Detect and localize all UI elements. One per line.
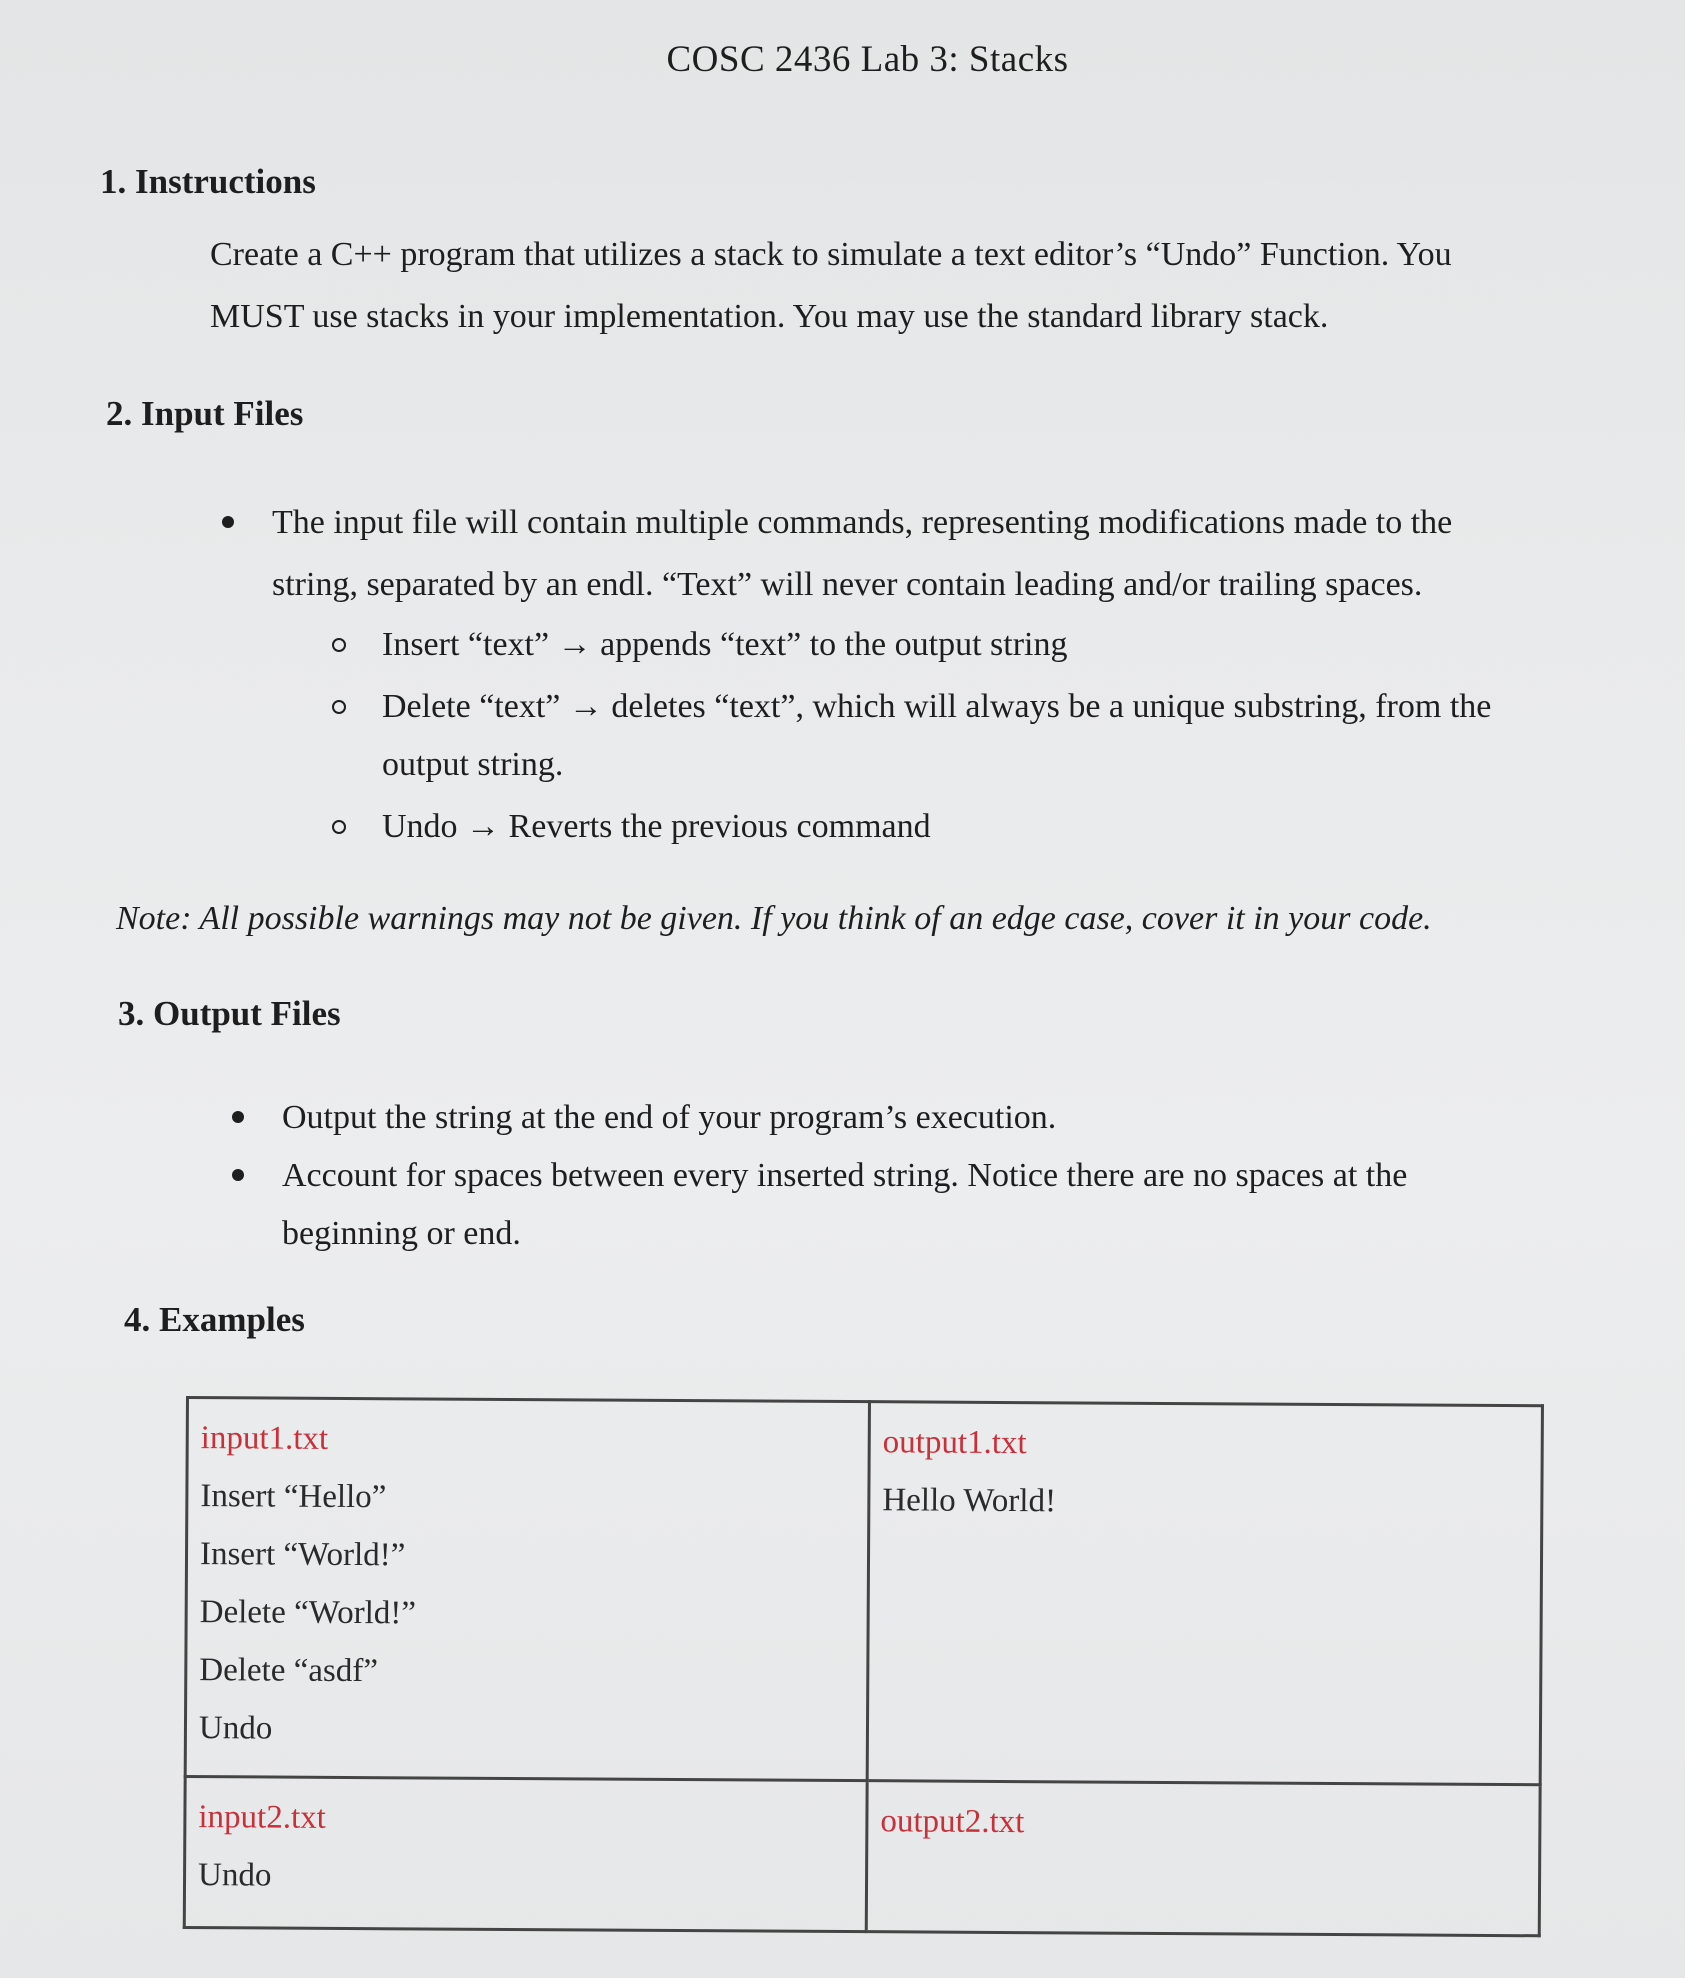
table-row — [184, 1777, 1540, 1936]
output-bullet-1: Output the string at the end of your program’s execution. — [282, 1089, 1407, 1147]
output-cell — [866, 1781, 1540, 1936]
command-insert: Insert “text” → appends “text” to the output string — [382, 616, 1491, 674]
input-line: Delete “asdf” — [199, 1652, 379, 1690]
instructions-line-2: MUST use stacks in your implementation. You may use the standard library stack. — [210, 298, 1329, 335]
input-bullet-1-continued: string, separated by an endl. “Text” will never contain leading and/or trailing spaces. — [272, 566, 1423, 603]
output-filename: output2.txt — [880, 1803, 1025, 1841]
output-line: Hello World! — [882, 1482, 1057, 1520]
input-line: Undo — [198, 1710, 273, 1747]
command-delete: Delete “text” → deletes “text”, which will always be a unique substring, from the — [382, 678, 1491, 736]
output-files-bullets — [282, 1089, 1407, 1263]
input-cell — [185, 1398, 869, 1781]
output-bullet-2-continued: beginning or end. — [282, 1215, 521, 1252]
bullet-dot-icon — [222, 516, 234, 528]
input-files-heading: 2. Input Files — [106, 394, 304, 433]
bullet-dot-icon — [232, 1111, 244, 1123]
command-list — [382, 616, 1491, 856]
input-filename: input1.txt — [200, 1420, 329, 1457]
input-bullet-1: The input file will contain multiple commands, representing modifications made to the — [272, 494, 1452, 552]
input-line: Insert “World!” — [199, 1536, 406, 1574]
bullet-dot-icon — [232, 1169, 244, 1181]
output-filename: output1.txt — [882, 1424, 1027, 1462]
output-files-heading: 3. Output Files — [118, 994, 341, 1033]
note-text: Note: All possible warnings may not be given. If you think of an edge case, cover it in your code. — [116, 900, 1432, 937]
output-bullet-2: Account for spaces between every inserted string. Notice there are no spaces at the — [282, 1147, 1407, 1205]
bullet-ring-icon — [332, 820, 346, 834]
instructions-line-1: Create a C++ program that utilizes a stack to simulate a text editor’s “Undo” Function. You — [210, 236, 1452, 273]
input-cell — [184, 1777, 867, 1932]
bullet-ring-icon — [332, 638, 346, 652]
input-files-bullets — [272, 494, 1452, 614]
examples-table — [183, 1396, 1544, 1937]
command-delete-continued: output string. — [382, 746, 564, 783]
instructions-heading: 1. Instructions — [100, 162, 316, 201]
output-cell — [867, 1402, 1542, 1785]
bullet-ring-icon — [332, 700, 346, 714]
input-line: Undo — [197, 1857, 272, 1894]
examples-heading: 4. Examples — [124, 1300, 305, 1339]
input-line: Insert “Hello” — [200, 1478, 387, 1516]
page-title: COSC 2436 Lab 3: Stacks — [666, 39, 1069, 80]
table-row — [185, 1398, 1542, 1785]
input-filename: input2.txt — [198, 1799, 326, 1836]
command-undo: Undo → Reverts the previous command — [382, 798, 1491, 856]
input-line: Delete “World!” — [199, 1594, 417, 1632]
